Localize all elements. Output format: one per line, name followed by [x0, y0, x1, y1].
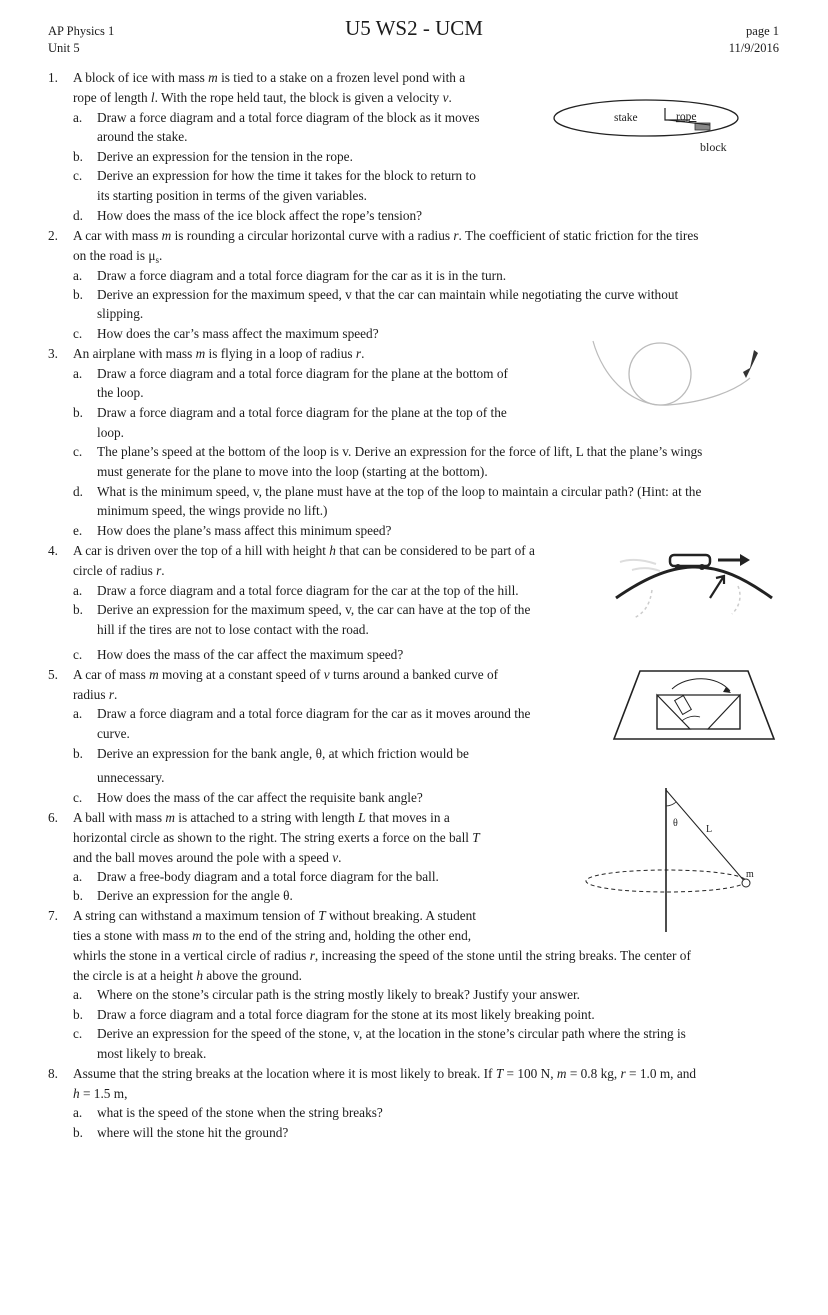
page-number: page 1: [746, 24, 779, 38]
stake-label: stake: [614, 112, 638, 124]
question-text-line: [73, 90, 452, 106]
question-text-line: [73, 1086, 127, 1102]
part-text-line: Derive an expression for the maximum speed, v, the car can have at the top of the: [97, 602, 531, 617]
text-run: and the ball moves around the pole with a speed: [73, 850, 333, 865]
variable: h: [73, 1086, 80, 1101]
figure-banked-curve: [612, 665, 777, 745]
text-run: that moves in a: [365, 810, 450, 825]
part-label: b.: [73, 888, 83, 903]
text-run: radius: [73, 687, 109, 702]
text-run: whirls the stone in a vertical circle of radius: [73, 948, 310, 963]
text-run: .: [161, 563, 165, 578]
question-text-line: [73, 948, 691, 964]
question-text-line: [73, 563, 165, 579]
part-label: c.: [73, 444, 83, 459]
text-run: A car with mass: [73, 228, 162, 243]
text-run: is flying in a loop of radius: [205, 346, 356, 361]
part-label: b.: [73, 602, 83, 617]
question-number: 1.: [48, 70, 58, 85]
part-text-line: How does the plane’s mass affect this minimum speed?: [97, 523, 392, 538]
text-run: moving at a constant speed of: [158, 667, 324, 682]
variable: r: [355, 346, 362, 361]
question-number: 8.: [48, 1066, 58, 1081]
variable: h: [329, 543, 336, 558]
theta-label: θ: [673, 818, 678, 829]
text-run: rope of length: [73, 90, 151, 105]
part-label: c.: [73, 1026, 83, 1041]
part-text-line: Draw a force diagram and a total force diagram for the stone at its most likely breaking point.: [97, 1007, 595, 1022]
text-run: = 100 N,: [503, 1066, 557, 1081]
rope-label: rope: [676, 111, 697, 123]
question-number: 5.: [48, 667, 58, 682]
text-run: Assume that the string breaks at the location where it is most likely to break. If: [73, 1066, 496, 1081]
question-number: 6.: [48, 810, 58, 825]
part-text-line: Draw a free-body diagram and a total force diagram for the ball.: [97, 869, 439, 884]
text-run: . With the rope held taut, the block is given a velocity: [154, 90, 443, 105]
variable: T: [495, 1066, 504, 1081]
part-text-line: Derive an expression for the bank angle, θ, at which friction would be: [97, 746, 469, 761]
text-run: turns around a banked curve of: [329, 667, 499, 682]
part-label: a.: [73, 869, 83, 884]
part-label: d.: [73, 484, 83, 499]
variable: L: [358, 810, 366, 825]
part-text-line: Derive an expression for the speed of the stone, v, at the location in the stone’s circular path where the string is: [97, 1026, 686, 1041]
part-text-line: Derive an expression for the tension in the rope.: [97, 149, 353, 164]
question-text-line: [73, 810, 450, 826]
text-run: = 1.0 m, and: [625, 1066, 697, 1081]
figure-airplane-loop: [588, 338, 773, 408]
part-text-line: its starting position in terms of the given variables.: [97, 188, 367, 203]
part-label: c.: [73, 168, 83, 183]
text-run: to the end of the string and, holding the other end,: [201, 928, 472, 943]
question-text-line: [73, 850, 341, 866]
part-label: a.: [73, 268, 83, 283]
question-text-line: [73, 667, 498, 683]
part-text-line: hill if the tires are not to lose contact with the road.: [97, 622, 369, 637]
text-run: is attached to a string with length: [174, 810, 359, 825]
part-text-line: slipping.: [97, 306, 144, 321]
question-text-line: [73, 928, 471, 944]
part-label: a.: [73, 583, 83, 598]
part-label: a.: [73, 366, 83, 381]
part-text-line: Where on the stone’s circular path is the string mostly likely to break? Justify your answer.: [97, 987, 581, 1002]
part-label: a.: [73, 1105, 83, 1120]
text-run: = 0.8 kg,: [566, 1066, 621, 1081]
part-text-line: where will the stone hit the ground?: [97, 1125, 289, 1140]
part-text-line: Derive an expression for the angle θ.: [97, 888, 293, 903]
text-run: .: [338, 850, 342, 865]
part-text-line: Draw a force diagram and a total force diagram for the car at the top of the hill.: [97, 583, 519, 598]
text-run: A ball with mass: [73, 810, 166, 825]
block-label: block: [700, 140, 727, 154]
part-label: c.: [73, 326, 83, 341]
variable: m: [192, 928, 202, 943]
part-text-line: Draw a force diagram and a total force diagram for the car as it is in the turn.: [97, 268, 507, 283]
part-text-line: How does the car’s mass affect the maximum speed?: [97, 326, 379, 341]
question-number: 4.: [48, 543, 58, 558]
figure-ice-block: [550, 96, 750, 156]
part-text-line: How does the mass of the car affect the requisite bank angle?: [97, 790, 423, 805]
text-run: = 1.5 m,: [79, 1086, 128, 1101]
part-label: b.: [73, 1007, 83, 1022]
question-text-line: [73, 248, 162, 268]
part-label: d.: [73, 208, 83, 223]
variable: h: [196, 968, 203, 983]
part-label: b.: [73, 287, 83, 302]
part-text-line: How does the mass of the ice block affect the rope’s tension?: [97, 208, 423, 223]
unit-label: Unit 5: [48, 41, 80, 55]
part-text-line: most likely to break.: [97, 1046, 207, 1061]
text-run: .: [158, 248, 163, 263]
question-number: 2.: [48, 228, 58, 243]
course-name: AP Physics 1: [48, 24, 115, 38]
question-text-line: [73, 830, 480, 846]
question-text-line: [73, 70, 465, 86]
part-text-line: Draw a force diagram and a total force diagram for the plane at the top of the: [97, 405, 507, 420]
part-text-line: loop.: [97, 425, 124, 440]
part-label: a.: [73, 706, 83, 721]
text-run: circle of radius: [73, 563, 157, 578]
part-label: b.: [73, 149, 83, 164]
question-text-line: [73, 543, 535, 559]
part-text-line: What is the minimum speed, v, the plane must have at the top of the loop to maintain a circular path? (Hint: at the: [97, 484, 702, 499]
text-run: above the ground.: [202, 968, 302, 983]
text-run: .: [361, 346, 365, 361]
part-text-line: Draw a force diagram and a total force diagram for the car as it moves around the: [97, 706, 531, 721]
variable: m: [208, 70, 218, 85]
page-title: U5 WS2 - UCM: [345, 16, 483, 40]
question-text-line: [73, 687, 117, 703]
variable: r: [453, 228, 459, 243]
variable: m: [149, 667, 159, 682]
part-text-line: Draw a force diagram and a total force diagram for the plane at the bottom of: [97, 366, 508, 381]
variable: r: [156, 563, 162, 578]
text-run: horizontal circle as shown to the right. The string exerts a force on the ball: [73, 830, 473, 845]
text-run: .: [114, 687, 118, 702]
question-text-line: [73, 228, 698, 244]
text-run: ties a stone with mass: [73, 928, 193, 943]
variable: v: [442, 90, 449, 105]
text-run: A car is driven over the top of a hill with height: [73, 543, 330, 558]
part-label: b.: [73, 746, 83, 761]
text-run: A car of mass: [73, 667, 150, 682]
date-label: 11/9/2016: [728, 41, 779, 55]
question-number: 3.: [48, 346, 58, 361]
part-text-line: How does the mass of the car affect the maximum speed?: [97, 647, 404, 662]
text-run: the circle is at a height: [73, 968, 197, 983]
part-text-line: around the stake.: [97, 129, 188, 144]
text-run: An airplane with mass: [73, 346, 196, 361]
part-label: c.: [73, 647, 83, 662]
part-label: a.: [73, 987, 83, 1002]
part-text-line: curve.: [97, 726, 130, 741]
variable: r: [309, 948, 315, 963]
text-run: is tied to a stake on a frozen level pond with a: [217, 70, 466, 85]
part-text-line: must generate for the plane to move into the loop (starting at the bottom).: [97, 464, 488, 479]
variable: v: [332, 850, 339, 865]
part-text-line: unnecessary.: [97, 770, 165, 785]
variable: r: [108, 687, 115, 702]
part-text-line: The plane’s speed at the bottom of the loop is v. Derive an expression for the force of lift, L that the plane’s wings: [97, 444, 703, 459]
text-run: .: [448, 90, 452, 105]
variable: m: [165, 810, 175, 825]
variable: l: [150, 90, 155, 105]
text-run: A string can withstand a maximum tension of: [73, 908, 319, 923]
question-text-line: [73, 908, 476, 924]
figure-conical-pendulum: [582, 784, 762, 934]
length-label: L: [706, 824, 713, 835]
variable: T: [318, 908, 326, 923]
figure-car-hill: [612, 548, 777, 623]
text-run: is rounding a circular horizontal curve with a radius: [171, 228, 454, 243]
text-run: on the road is μ: [73, 248, 156, 263]
mass-label: m: [746, 869, 754, 880]
text-run: , increasing the speed of the stone until the string breaks. The center of: [314, 948, 691, 963]
variable: T: [472, 830, 480, 845]
part-text-line: minimum speed, the wings provide no lift.): [97, 503, 328, 518]
subscript: s: [155, 255, 159, 265]
text-run: A block of ice with mass: [73, 70, 209, 85]
part-text-line: the loop.: [97, 385, 144, 400]
part-text-line: Draw a force diagram and a total force diagram of the block as it moves: [97, 110, 480, 125]
question-text-line: [73, 1066, 696, 1082]
text-run: . The coefficient of static friction for the tires: [458, 228, 699, 243]
variable: m: [556, 1066, 567, 1081]
part-label: e.: [73, 523, 83, 538]
variable: m: [161, 228, 172, 243]
text-run: that can be considered to be part of a: [335, 543, 535, 558]
question-text-line: [73, 968, 302, 984]
variable: v: [323, 667, 330, 682]
question-number: 7.: [48, 908, 58, 923]
part-label: c.: [73, 790, 83, 805]
text-run: without breaking. A student: [325, 908, 476, 923]
part-label: b.: [73, 1125, 83, 1140]
part-text-line: what is the speed of the stone when the string breaks?: [97, 1105, 383, 1120]
part-text-line: Derive an expression for the maximum speed, v that the car can maintain while negotiating the curve without: [97, 287, 679, 302]
variable: m: [195, 346, 206, 361]
part-label: b.: [73, 405, 83, 420]
part-text-line: Derive an expression for how the time it takes for the block to return to: [97, 168, 476, 183]
part-label: a.: [73, 110, 83, 125]
question-text-line: [73, 346, 364, 362]
variable: r: [620, 1066, 626, 1081]
